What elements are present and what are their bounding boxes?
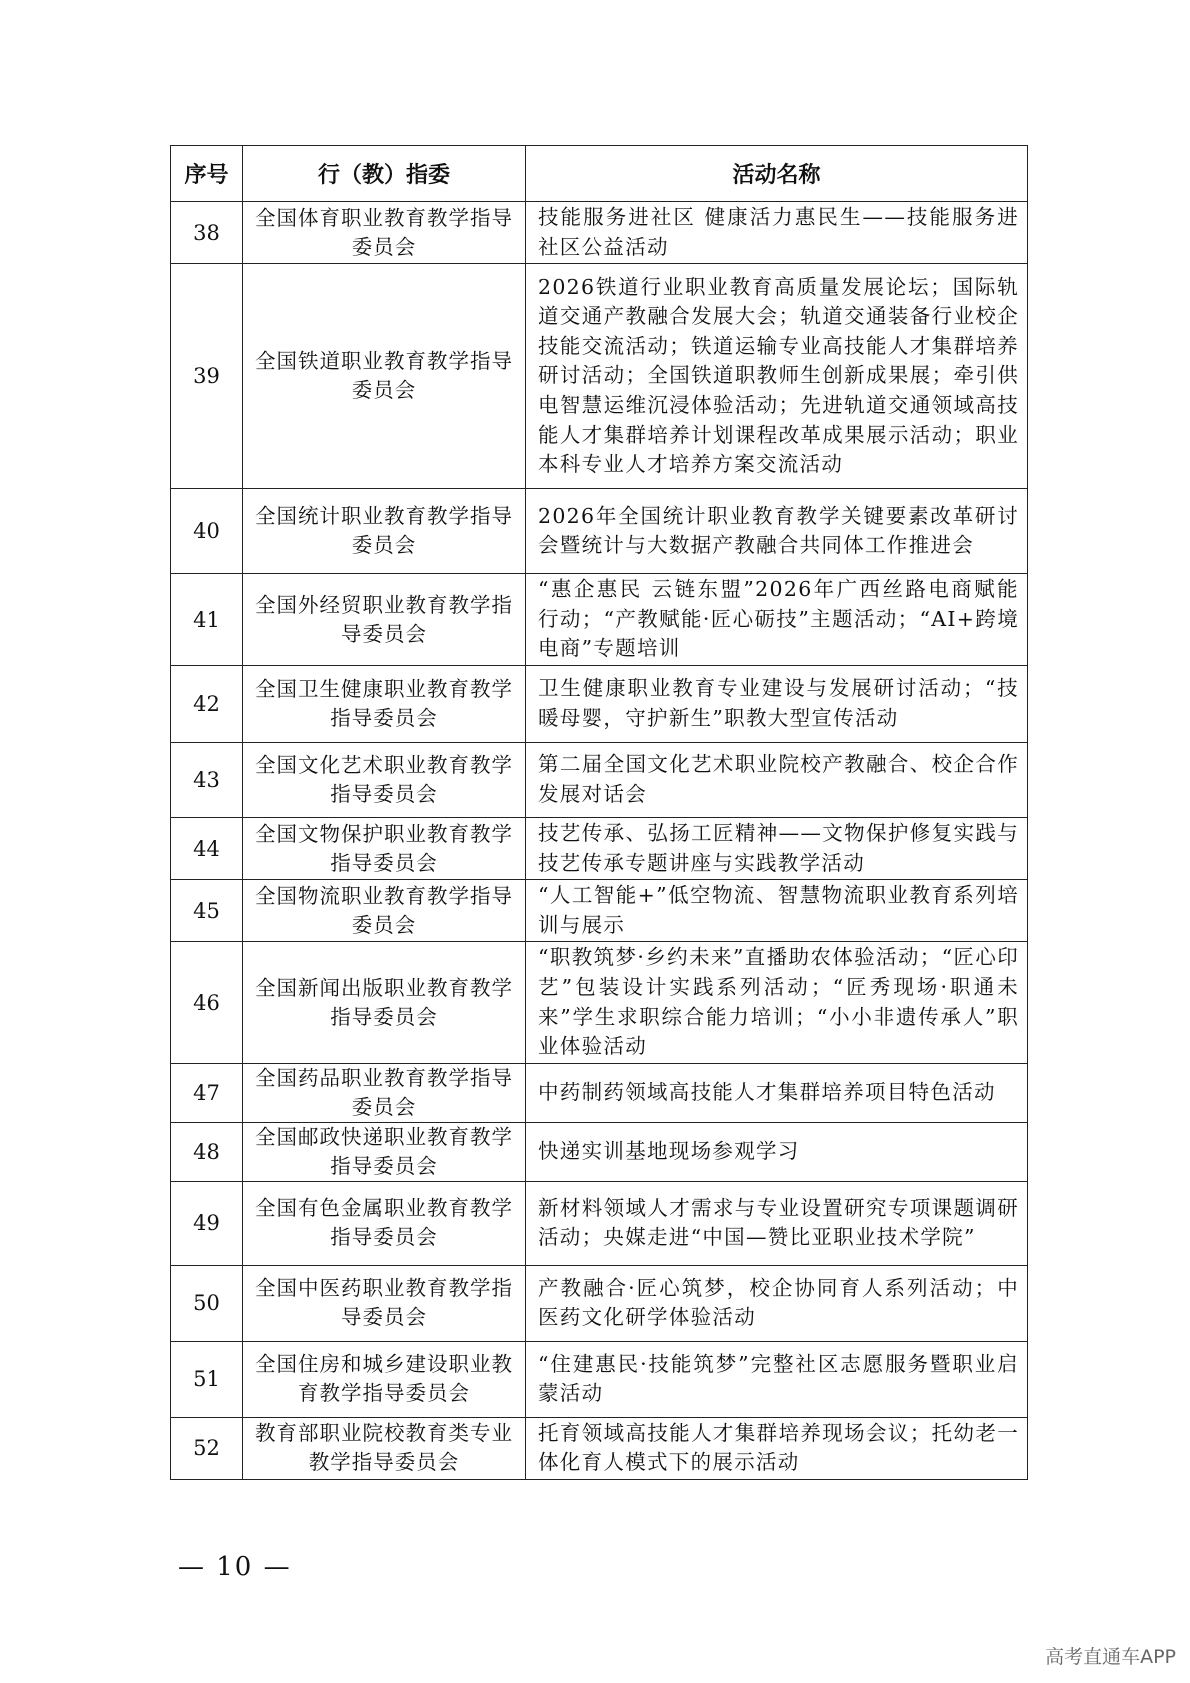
row-serial-number: 50	[171, 1265, 243, 1341]
row-serial-number: 40	[171, 489, 243, 574]
row-activity-name: 新材料领域人才需求与专业设置研究专项课题调研活动；央媒走进“中国—赞比亚职业技术学院”	[526, 1181, 1028, 1265]
table-row	[171, 1181, 1028, 1265]
row-activity-name: 快递实训基地现场参观学习	[526, 1122, 1028, 1181]
table-row	[171, 665, 1028, 742]
header-serial-number: 序号	[171, 146, 243, 202]
table-row	[171, 1417, 1028, 1479]
row-activity-name: 2026铁道行业职业教育高质量发展论坛；国际轨道交通产教融合发展大会；轨道交通装备行业校企技能交流活动；铁道运输专业高技能人才集群培养研讨活动；全国铁道职教师生创新成果展；牵引供电智慧运维沉浸体验活动；先进轨道交通领域高技能人才集群培养计划课程改革成果展示活动；职业本科专业人才培养方案交流活动	[526, 264, 1028, 489]
row-serial-number: 42	[171, 665, 243, 742]
row-activity-name: 中药制药领域高技能人才集群培养项目特色活动	[526, 1063, 1028, 1122]
row-committee: 全国文物保护职业教育教学指导委员会	[243, 817, 526, 879]
row-activity-name: 托育领域高技能人才集群培养现场会议；托幼老一体化育人模式下的展示活动	[526, 1417, 1028, 1479]
row-serial-number: 51	[171, 1341, 243, 1417]
table-row	[171, 202, 1028, 264]
row-committee: 全国物流职业教育教学指导委员会	[243, 880, 526, 942]
header-activity-name: 活动名称	[526, 146, 1028, 202]
row-committee: 教育部职业院校教育类专业教学指导委员会	[243, 1417, 526, 1479]
row-serial-number: 49	[171, 1181, 243, 1265]
row-serial-number: 39	[171, 264, 243, 489]
table-row	[171, 880, 1028, 942]
watermark: 高考直通车APP	[1045, 1646, 1176, 1668]
table-row	[171, 489, 1028, 574]
table-row	[171, 574, 1028, 666]
row-activity-name: 卫生健康职业教育专业建设与发展研讨活动；“技暖母婴，守护新生”职教大型宣传活动	[526, 665, 1028, 742]
row-activity-name: 第二届全国文化艺术职业院校产教融合、校企合作发展对话会	[526, 742, 1028, 817]
table-row	[171, 817, 1028, 879]
row-serial-number: 44	[171, 817, 243, 879]
row-serial-number: 48	[171, 1122, 243, 1181]
row-committee: 全国新闻出版职业教育教学指导委员会	[243, 942, 526, 1063]
row-committee: 全国卫生健康职业教育教学指导委员会	[243, 665, 526, 742]
table-row	[171, 942, 1028, 1063]
row-committee: 全国铁道职业教育教学指导委员会	[243, 264, 526, 489]
row-activity-name: 2026年全国统计职业教育教学关键要素改革研讨会暨统计与大数据产教融合共同体工作推进会	[526, 489, 1028, 574]
table-row	[171, 1122, 1028, 1181]
row-committee: 全国统计职业教育教学指导委员会	[243, 489, 526, 574]
row-activity-name: 技能服务进社区 健康活力惠民生——技能服务进社区公益活动	[526, 202, 1028, 264]
row-activity-name: “住建惠民·技能筑梦”完整社区志愿服务暨职业启蒙活动	[526, 1341, 1028, 1417]
row-activity-name: “惠企惠民 云链东盟”2026年广西丝路电商赋能行动；“产教赋能·匠心砺技”主题活动；“AI+跨境电商”专题培训	[526, 574, 1028, 666]
row-activity-name: 产教融合·匠心筑梦，校企协同育人系列活动；中医药文化研学体验活动	[526, 1265, 1028, 1341]
row-committee: 全国住房和城乡建设职业教育教学指导委员会	[243, 1341, 526, 1417]
page-number: — 10 —	[178, 1552, 292, 1582]
row-serial-number: 52	[171, 1417, 243, 1479]
row-committee: 全国药品职业教育教学指导委员会	[243, 1063, 526, 1122]
row-activity-name: 技艺传承、弘扬工匠精神——文物保护修复实践与技艺传承专题讲座与实践教学活动	[526, 817, 1028, 879]
row-activity-name: “职教筑梦·乡约未来”直播助农体验活动；“匠心印艺”包装设计实践系列活动；“匠秀现场·职通未来”学生求职综合能力培训；“小小非遗传承人”职业体验活动	[526, 942, 1028, 1063]
row-committee: 全国邮政快递职业教育教学指导委员会	[243, 1122, 526, 1181]
table-row	[171, 1341, 1028, 1417]
row-serial-number: 38	[171, 202, 243, 264]
row-committee: 全国外经贸职业教育教学指导委员会	[243, 574, 526, 666]
row-committee: 全国中医药职业教育教学指导委员会	[243, 1265, 526, 1341]
row-serial-number: 46	[171, 942, 243, 1063]
table-body	[171, 202, 1028, 1480]
row-serial-number: 41	[171, 574, 243, 666]
table-row	[171, 742, 1028, 817]
row-committee: 全国体育职业教育教学指导委员会	[243, 202, 526, 264]
table-row	[171, 264, 1028, 489]
row-activity-name: “人工智能+”低空物流、智慧物流职业教育系列培训与展示	[526, 880, 1028, 942]
row-serial-number: 47	[171, 1063, 243, 1122]
row-serial-number: 43	[171, 742, 243, 817]
table-row	[171, 1265, 1028, 1341]
header-committee: 行（教）指委	[243, 146, 526, 202]
row-committee: 全国有色金属职业教育教学指导委员会	[243, 1181, 526, 1265]
table-row	[171, 1063, 1028, 1122]
row-serial-number: 45	[171, 880, 243, 942]
activity-table	[170, 145, 1028, 1480]
table-header-row	[171, 146, 1028, 202]
row-committee: 全国文化艺术职业教育教学指导委员会	[243, 742, 526, 817]
